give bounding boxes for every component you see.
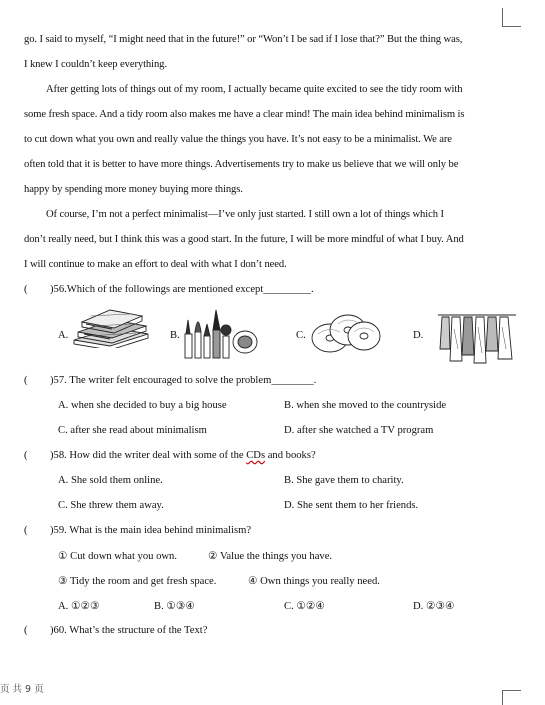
question-56: [24, 284, 314, 295]
q59-item-2: ② Value the things you have.: [208, 551, 333, 562]
question-57-blank: ________.: [271, 375, 317, 386]
q56-option-b-label[interactable]: B.: [170, 330, 180, 341]
question-56-blank: _________.: [263, 284, 314, 295]
q58-option-b[interactable]: B. She gave them to charity.: [284, 475, 404, 486]
question-59: [24, 525, 251, 536]
answer-paren[interactable]: (: [24, 284, 28, 295]
clothes-rack-picture: [436, 309, 518, 371]
q57-option-a[interactable]: A. when she decided to buy a big house: [58, 400, 227, 411]
answer-paren[interactable]: (: [24, 525, 28, 536]
passage-line-8: Of course, I’m not a perfect minimalist—I’ve only just started. I still own a lot of things which I: [46, 209, 444, 220]
passage-line-6: often told that it is better to have more things. Advertisements try to make us believe that we will only be: [24, 159, 459, 170]
passage-line-5: to cut down what you own and really value the things you have. It’s not easy to be a minimalist. We are: [24, 134, 452, 145]
question-58-cds-word: CDs: [246, 450, 266, 461]
question-57-stem: )57. The writer felt encouraged to solve the problem: [50, 375, 272, 386]
q56-option-d-label[interactable]: D.: [413, 330, 424, 341]
question-60-stem: )60. What’s the structure of the Text?: [50, 625, 208, 636]
passage-line-9: don’t really need, but I think this was a good start. In the future, I will be more mindful of what I buy. And: [24, 234, 464, 245]
question-58-stem: )58. How did the writer deal with some of the: [50, 450, 247, 461]
makeup-brushes-picture: [183, 306, 261, 362]
q58-option-c[interactable]: C. She threw them away.: [58, 500, 164, 511]
q59-option-d[interactable]: D. ②③④: [413, 601, 455, 612]
passage-line-3: After getting lots of things out of my room, I actually became quite excited to see the tidy room with: [46, 84, 463, 95]
q59-option-a[interactable]: A. ①②③: [58, 601, 100, 612]
q57-option-d[interactable]: D. after she watched a TV program: [284, 425, 434, 436]
passage-line-1: go. I said to myself, “I might need that in the future!” or “Won’t I be sad if I lose that?” But the thing was,: [24, 34, 463, 45]
passage-line-7: happy by spending more money buying more things.: [24, 184, 243, 195]
passage-line-4: some fresh space. And a tidy room also makes me have a clear mind! The main idea behind minimalism is: [24, 109, 465, 120]
question-57: [24, 375, 316, 386]
q59-option-c[interactable]: C. ①②④: [284, 601, 325, 612]
answer-paren[interactable]: (: [24, 625, 28, 636]
q59-option-b[interactable]: B. ①③④: [154, 601, 195, 612]
passage-line-10: I will continue to make an effort to deal with what I don’t need.: [24, 259, 287, 270]
q57-option-c[interactable]: C. after she read about minimalism: [58, 425, 207, 436]
passage-line-2: I knew I couldn’t keep everything.: [24, 59, 167, 70]
cds-picture: [308, 306, 384, 356]
question-56-stem: )56.Which of the followings are mentioned except: [50, 284, 264, 295]
q58-option-d[interactable]: D. She sent them to her friends.: [284, 500, 419, 511]
q59-item-1: ① Cut down what you own.: [58, 551, 177, 562]
page-footer: 页 共 9 页: [0, 684, 44, 695]
q57-option-b[interactable]: B. when she moved to the countryside: [284, 400, 447, 411]
answer-paren[interactable]: (: [24, 450, 28, 461]
answer-paren[interactable]: (: [24, 375, 28, 386]
question-58-stem-end: and books?: [265, 450, 316, 461]
corner-mark-bottom-right: [502, 690, 521, 705]
question-60: [24, 625, 207, 636]
q56-option-a-label[interactable]: A.: [58, 330, 69, 341]
corner-mark-top-right: [502, 8, 521, 27]
q59-item-4: ④ Own things you really need.: [248, 576, 380, 587]
q56-option-c-label[interactable]: C.: [296, 330, 306, 341]
q58-option-a[interactable]: A. She sold them online.: [58, 475, 163, 486]
question-59-stem: )59. What is the main idea behind minimalism?: [50, 525, 252, 536]
q59-item-3: ③ Tidy the room and get fresh space.: [58, 576, 217, 587]
question-58: [24, 450, 316, 461]
books-stack-picture: [70, 306, 152, 348]
